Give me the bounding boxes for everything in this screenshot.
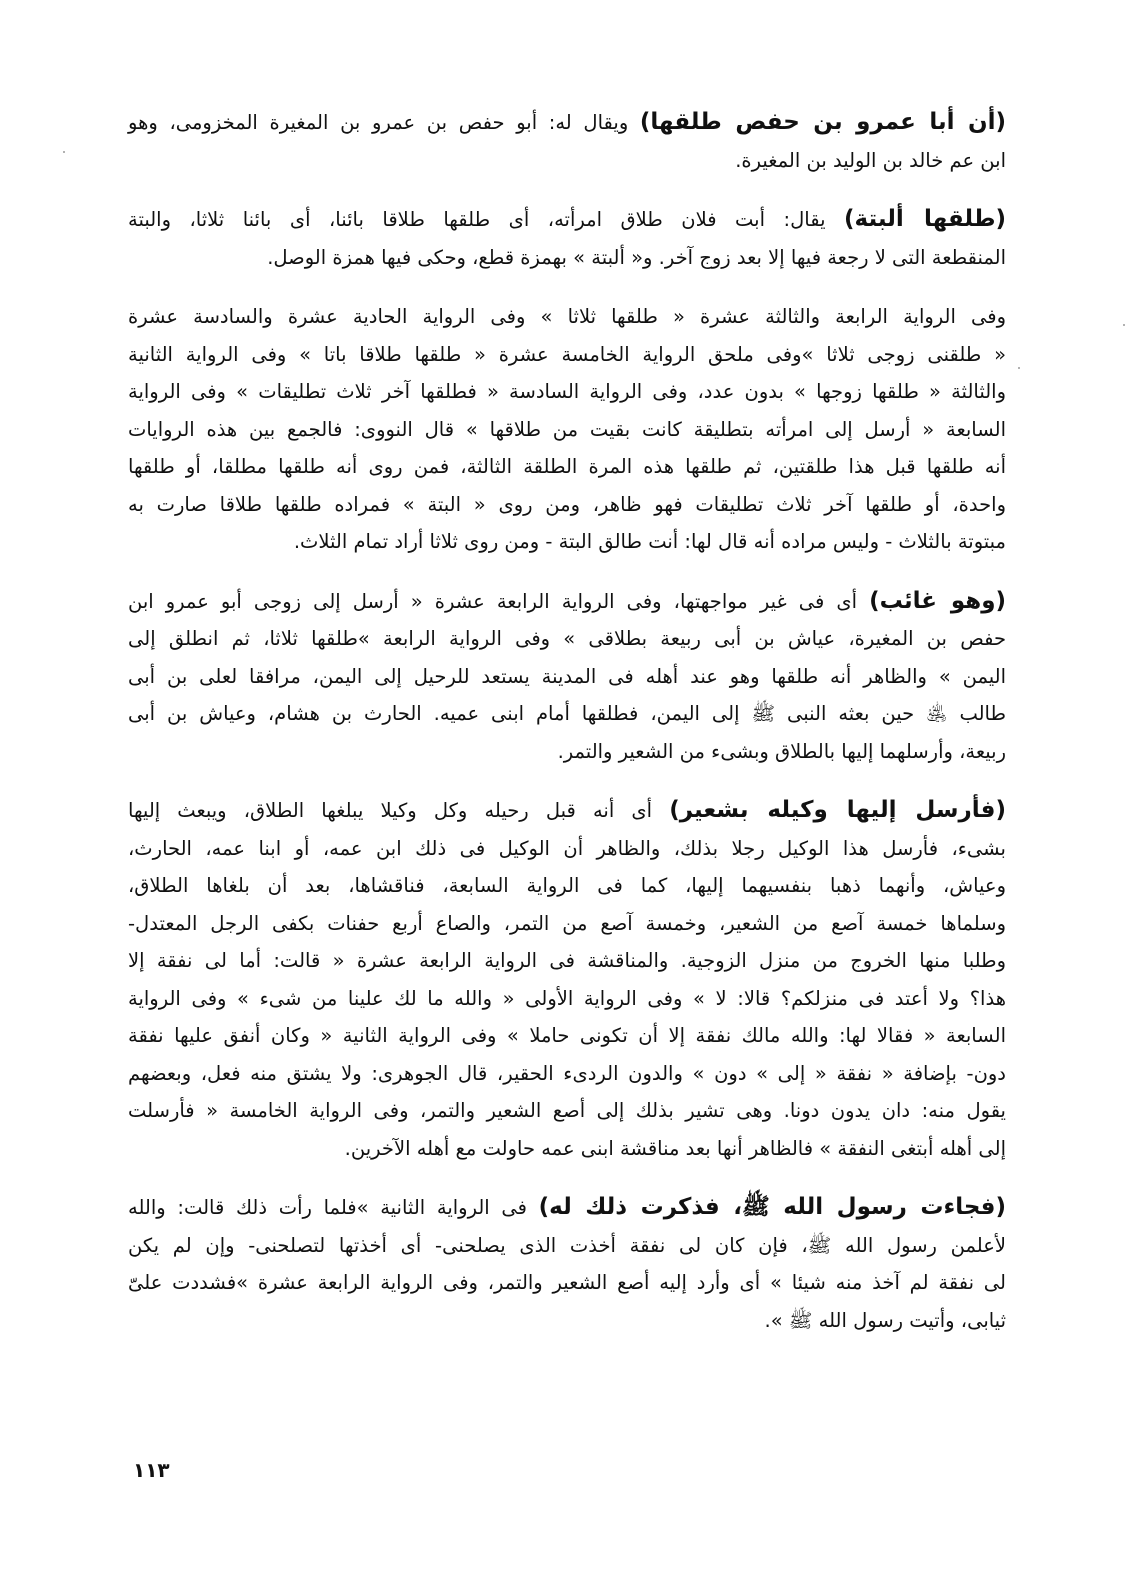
line-text: أى فى غير مواجهتها، وفى الرواية الرابعة عشرة « أرسل إلى زوجى أبو عمرو ابن: [128, 589, 870, 613]
text-line: السابعة « فقالا لها: والله مالك نفقة إلا أن تكونى حاملا » وفى الرواية الثانية « وكان أنفق عليها نفقة: [128, 1024, 1006, 1047]
text-line: واحدة، أو طلقها آخر ثلاث تطليقات فهو ظاهر، ومن روى « البتة » فمراده طلقها طلاقا صارت به: [128, 492, 1006, 516]
text-line: [128, 104, 1006, 142]
text-line: لى نفقة لم آخذ منه شيئا » أى وأرد إليه أصع الشعير والتمر، وفى الرواية الرابعة عشرة »فشددت علىّ: [128, 1271, 1006, 1294]
scan-speck: [63, 151, 65, 153]
line-text: يقال: أبت فلان طلاق امرأته، أى طلقها طلاقا بائنا، أى بائنا ثلاثا، والبتة: [128, 208, 844, 231]
text-line: طالب ﵁ حين بعثه النبى ﷺ إلى اليمن، فطلقها أمام ابنى عميه. الحارث بن هشام، وعياش بن أبى: [128, 702, 1006, 725]
text-line: ابن عم خالد بن الوليد بن المغيرة.: [735, 148, 1006, 172]
paragraph-3: [128, 298, 1006, 561]
paragraph-4: [128, 583, 1006, 771]
paragraph-2: [128, 201, 1006, 276]
paragraph-6: [128, 1189, 1006, 1339]
text-line: [128, 792, 1006, 830]
text-line: بشىء، فأرسل هذا الوكيل رجلا بذلك، والظاهر أن الوكيل فى ذلك ابن عمه، أو ابنا عمه، الحارث،: [128, 836, 1006, 860]
text-line: دون- بإضافة « نفقة « إلى » دون » والدون الردىء الحقير، قال الجوهرى: ولا يشتق منه فعل، وبعضهم: [128, 1061, 1006, 1085]
text-line: وسلماها خمسة آصع من الشعير، وخمسة آصع من التمر، والصاع أربع حفنات بكفى الرجل المعتدل-: [128, 911, 1006, 935]
text-line: وطلبا منها الخروج من منزل الزوجية. والمناقشة فى الرواية الرابعة عشرة « قالت: أما لى نفقة إلا: [128, 949, 1006, 972]
text-line: « طلقنى زوجى ثلاثا »وفى ملحق الرواية الخامسة عشرة « طلقها طلاقا باتا » وفى الرواية الثانية: [128, 342, 1006, 366]
paragraph-lead-heading: (فأرسل إليها وكيله بشعير): [669, 797, 1006, 823]
line-text: فى الرواية الثانية »فلما رأت ذلك قالت: والله: [128, 1196, 539, 1219]
document-page: [128, 104, 1006, 1361]
text-line: إلى أهله أبتغى النفقة » فالظاهر أنها بعد مناقشة ابنى عمه حاولت مع أهله الآخرين.: [344, 1136, 1006, 1160]
paragraph-lead-heading: (طلقها ألبتة): [844, 206, 1006, 232]
text-line: المنقطعة التى لا رجعة فيها إلا بعد زوج آخر. و« ألبتة » بهمزة قطع، وحكى فيها همزة الوصل.: [267, 245, 1006, 269]
paragraph-lead-heading: (أن أبا عمرو بن حفص طلقها): [639, 109, 1006, 135]
scan-speck: [1018, 367, 1020, 369]
line-text: أى أنه قبل رحيله وكل وكيلا يبلغها الطلاق، ويبعث إليها: [128, 799, 670, 822]
text-line: حفص بن المغيرة، عياش بن أبى ربيعة بطلاقى » وفى الرواية الرابعة »طلقها ثلاثا، ثم انطلق إلى: [128, 627, 1006, 650]
text-line: أنه طلقها قبل هذا طلقتين، ثم طلقها هذه المرة الطلقة الثالثة، فمن روى أنه طلقها مطلقا، أو طلقها: [128, 455, 1006, 478]
text-line: لأعلمن رسول الله ﷺ، فإن كان لى نفقة أخذت الذى يصلحنى- أى أخذتها لتصلحنى- وإن لم يكن: [128, 1233, 1006, 1257]
text-line: يقول منه: دان يدون دونا. وهى تشير بذلك إلى أصع الشعير والتمر، وفى الرواية الخامسة « فأرسلت: [128, 1099, 1006, 1122]
paragraph-lead-heading: (فجاءت رسول الله ﷺ، فذكرت ذلك له): [538, 1194, 1007, 1220]
paragraph-lead-heading: (وهو غائب): [869, 587, 1006, 614]
text-line: السابعة « أرسل إلى امرأته بتطليقة كانت بقيت من طلاقها » قال النووى: فالجمع بين هذه الروايات: [128, 417, 1006, 441]
text-line: [128, 1189, 1006, 1227]
line-text: ويقال له: أبو حفص بن عمرو بن المغيرة المخزومى، وهو: [128, 111, 640, 134]
text-line: ربيعة، وأرسلهما إليها بالطلاق وبشىء من الشعير والتمر.: [557, 739, 1006, 763]
text-line: والثالثة « طلقها زوجها » بدون عدد، وفى الرواية السادسة « فطلقها آخر ثلاث تطليقات » وفى الرواية: [128, 380, 1006, 403]
page-number: ١١٣: [133, 1458, 170, 1482]
text-line: اليمن » والظاهر أنه طلقها وهو عند أهله فى المدينة يستعد للرحيل إلى اليمن، مرافقا لعلى بن أبى: [128, 664, 1006, 688]
text-line: مبتوتة بالثلاث - وليس مراده أنه قال لها: أنت طالق البتة - ومن روى ثلاثا أراد تمام الثلاث.: [293, 530, 1006, 553]
text-line: وفى الرواية الرابعة والثالثة عشرة « طلقها ثلاثا » وفى الرواية الحادية عشرة والسادسة عشرة: [128, 305, 1006, 328]
text-line: [128, 201, 1006, 239]
text-line: وعياش، وأنهما ذهبا بنفسيهما إليها، كما فى الرواية السابعة، فناقشاها، بعد أن بلغاها الطلاق،: [128, 874, 1006, 897]
text-line: هذا؟ ولا أعتد فى منزلكم؟ قالا: لا » وفى الرواية الأولى « والله ما لك علينا من شىء » وفى الرواية: [128, 986, 1006, 1010]
paragraph-5: [128, 792, 1006, 1167]
text-line: ثيابى، وأتيت رسول الله ﷺ ».: [764, 1308, 1006, 1332]
text-line: [128, 583, 1006, 621]
paragraph-1: [128, 104, 1006, 179]
scan-speck: [1123, 324, 1125, 326]
